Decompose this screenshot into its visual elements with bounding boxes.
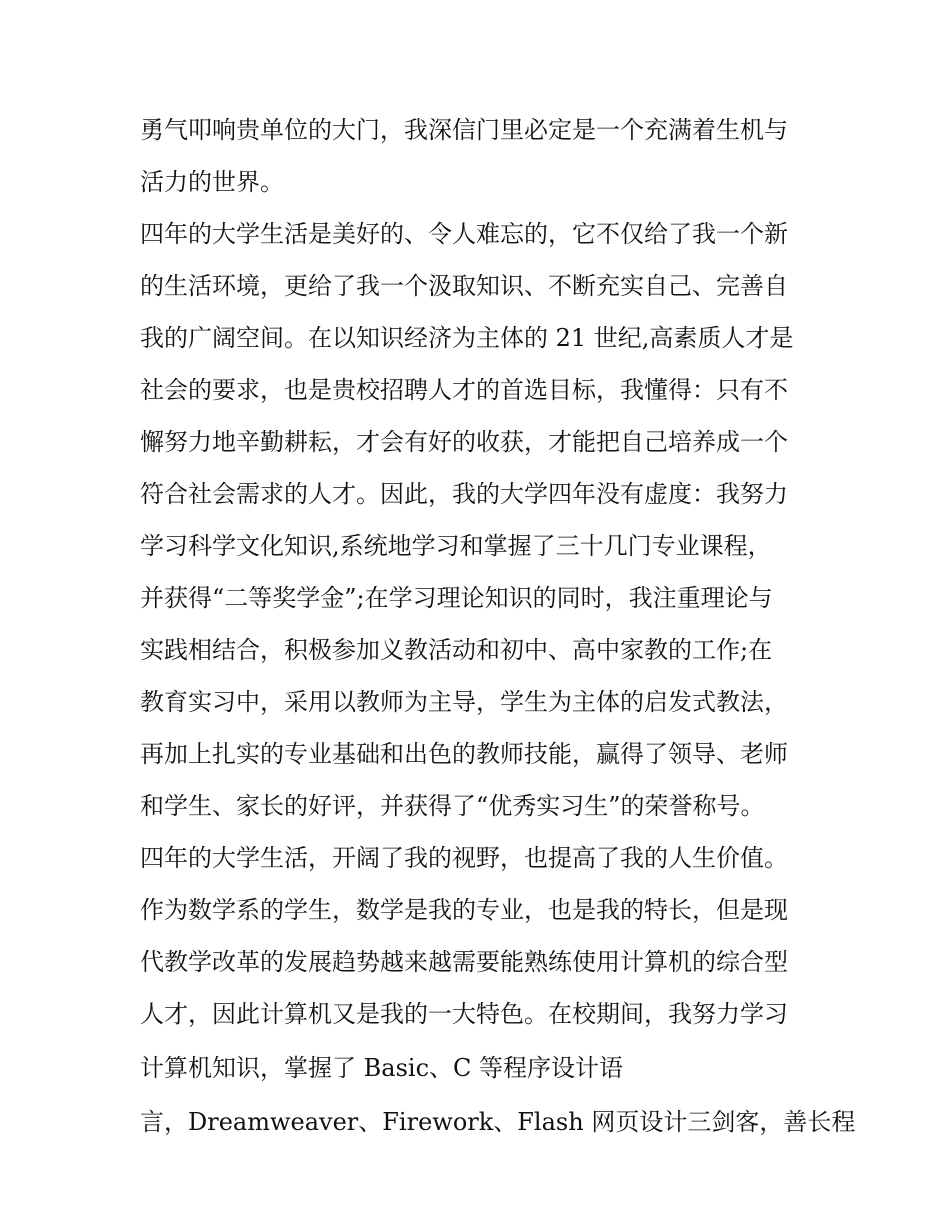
- text-line: 社会的要求，也是贵校招聘人才的首选目标，我懂得：只有不: [140, 376, 788, 404]
- text-line: 学习科学文化知识,系统地学习和掌握了三十几门专业课程，: [140, 532, 772, 560]
- text-line: 代教学改革的发展趋势越来越需要能熟练使用计算机的综合型: [140, 948, 788, 976]
- text-line: 作为数学系的学生，数学是我的专业，也是我的特长，但是现: [140, 896, 788, 924]
- text-line: 懈努力地辛勤耕耘，才会有好的收获，才能把自己培养成一个: [140, 428, 788, 456]
- text-line: 并获得“二等奖学金”;在学习理论知识的同时，我注重理论与: [140, 584, 773, 612]
- body-text: [140, 104, 856, 1148]
- text-line: 人才，因此计算机又是我的一大特色。在校期间，我努力学习: [140, 1000, 788, 1028]
- text-line: 四年的大学生活是美好的、令人难忘的，它不仅给了我一个新: [140, 220, 788, 248]
- text-line: 再加上扎实的专业基础和出色的教师技能，赢得了领导、老师: [140, 740, 788, 768]
- text-line: 计算机知识，掌握了 Basic、C 等程序设计语: [140, 1054, 623, 1082]
- text-line: 四年的大学生活，开阔了我的视野，也提高了我的人生价值。: [140, 844, 788, 872]
- text-line: 教育实习中，采用以教师为主导，学生为主体的启发式教法，: [140, 688, 788, 716]
- text-line: 言，Dreamweaver、Firework、Flash 网页设计三剑客，善长程: [140, 1108, 856, 1136]
- text-line: 的生活环境，更给了我一个汲取知识、不断充实自己、完善自: [140, 272, 788, 300]
- text-line: 勇气叩响贵单位的大门，我深信门里必定是一个充满着生机与: [140, 116, 788, 144]
- text-line: 实践相结合，积极参加义教活动和初中、高中家教的工作;在: [140, 636, 773, 664]
- text-line: 活力的世界。: [140, 168, 284, 196]
- text-line: 符合社会需求的人才。因此，我的大学四年没有虚度：我努力: [140, 480, 788, 508]
- text-line: 和学生、家长的好评，并获得了“优秀实习生”的荣誉称号。: [140, 792, 765, 820]
- text-line: 我的广阔空间。在以知识经济为主体的 21 世纪,高素质人才是: [140, 324, 794, 352]
